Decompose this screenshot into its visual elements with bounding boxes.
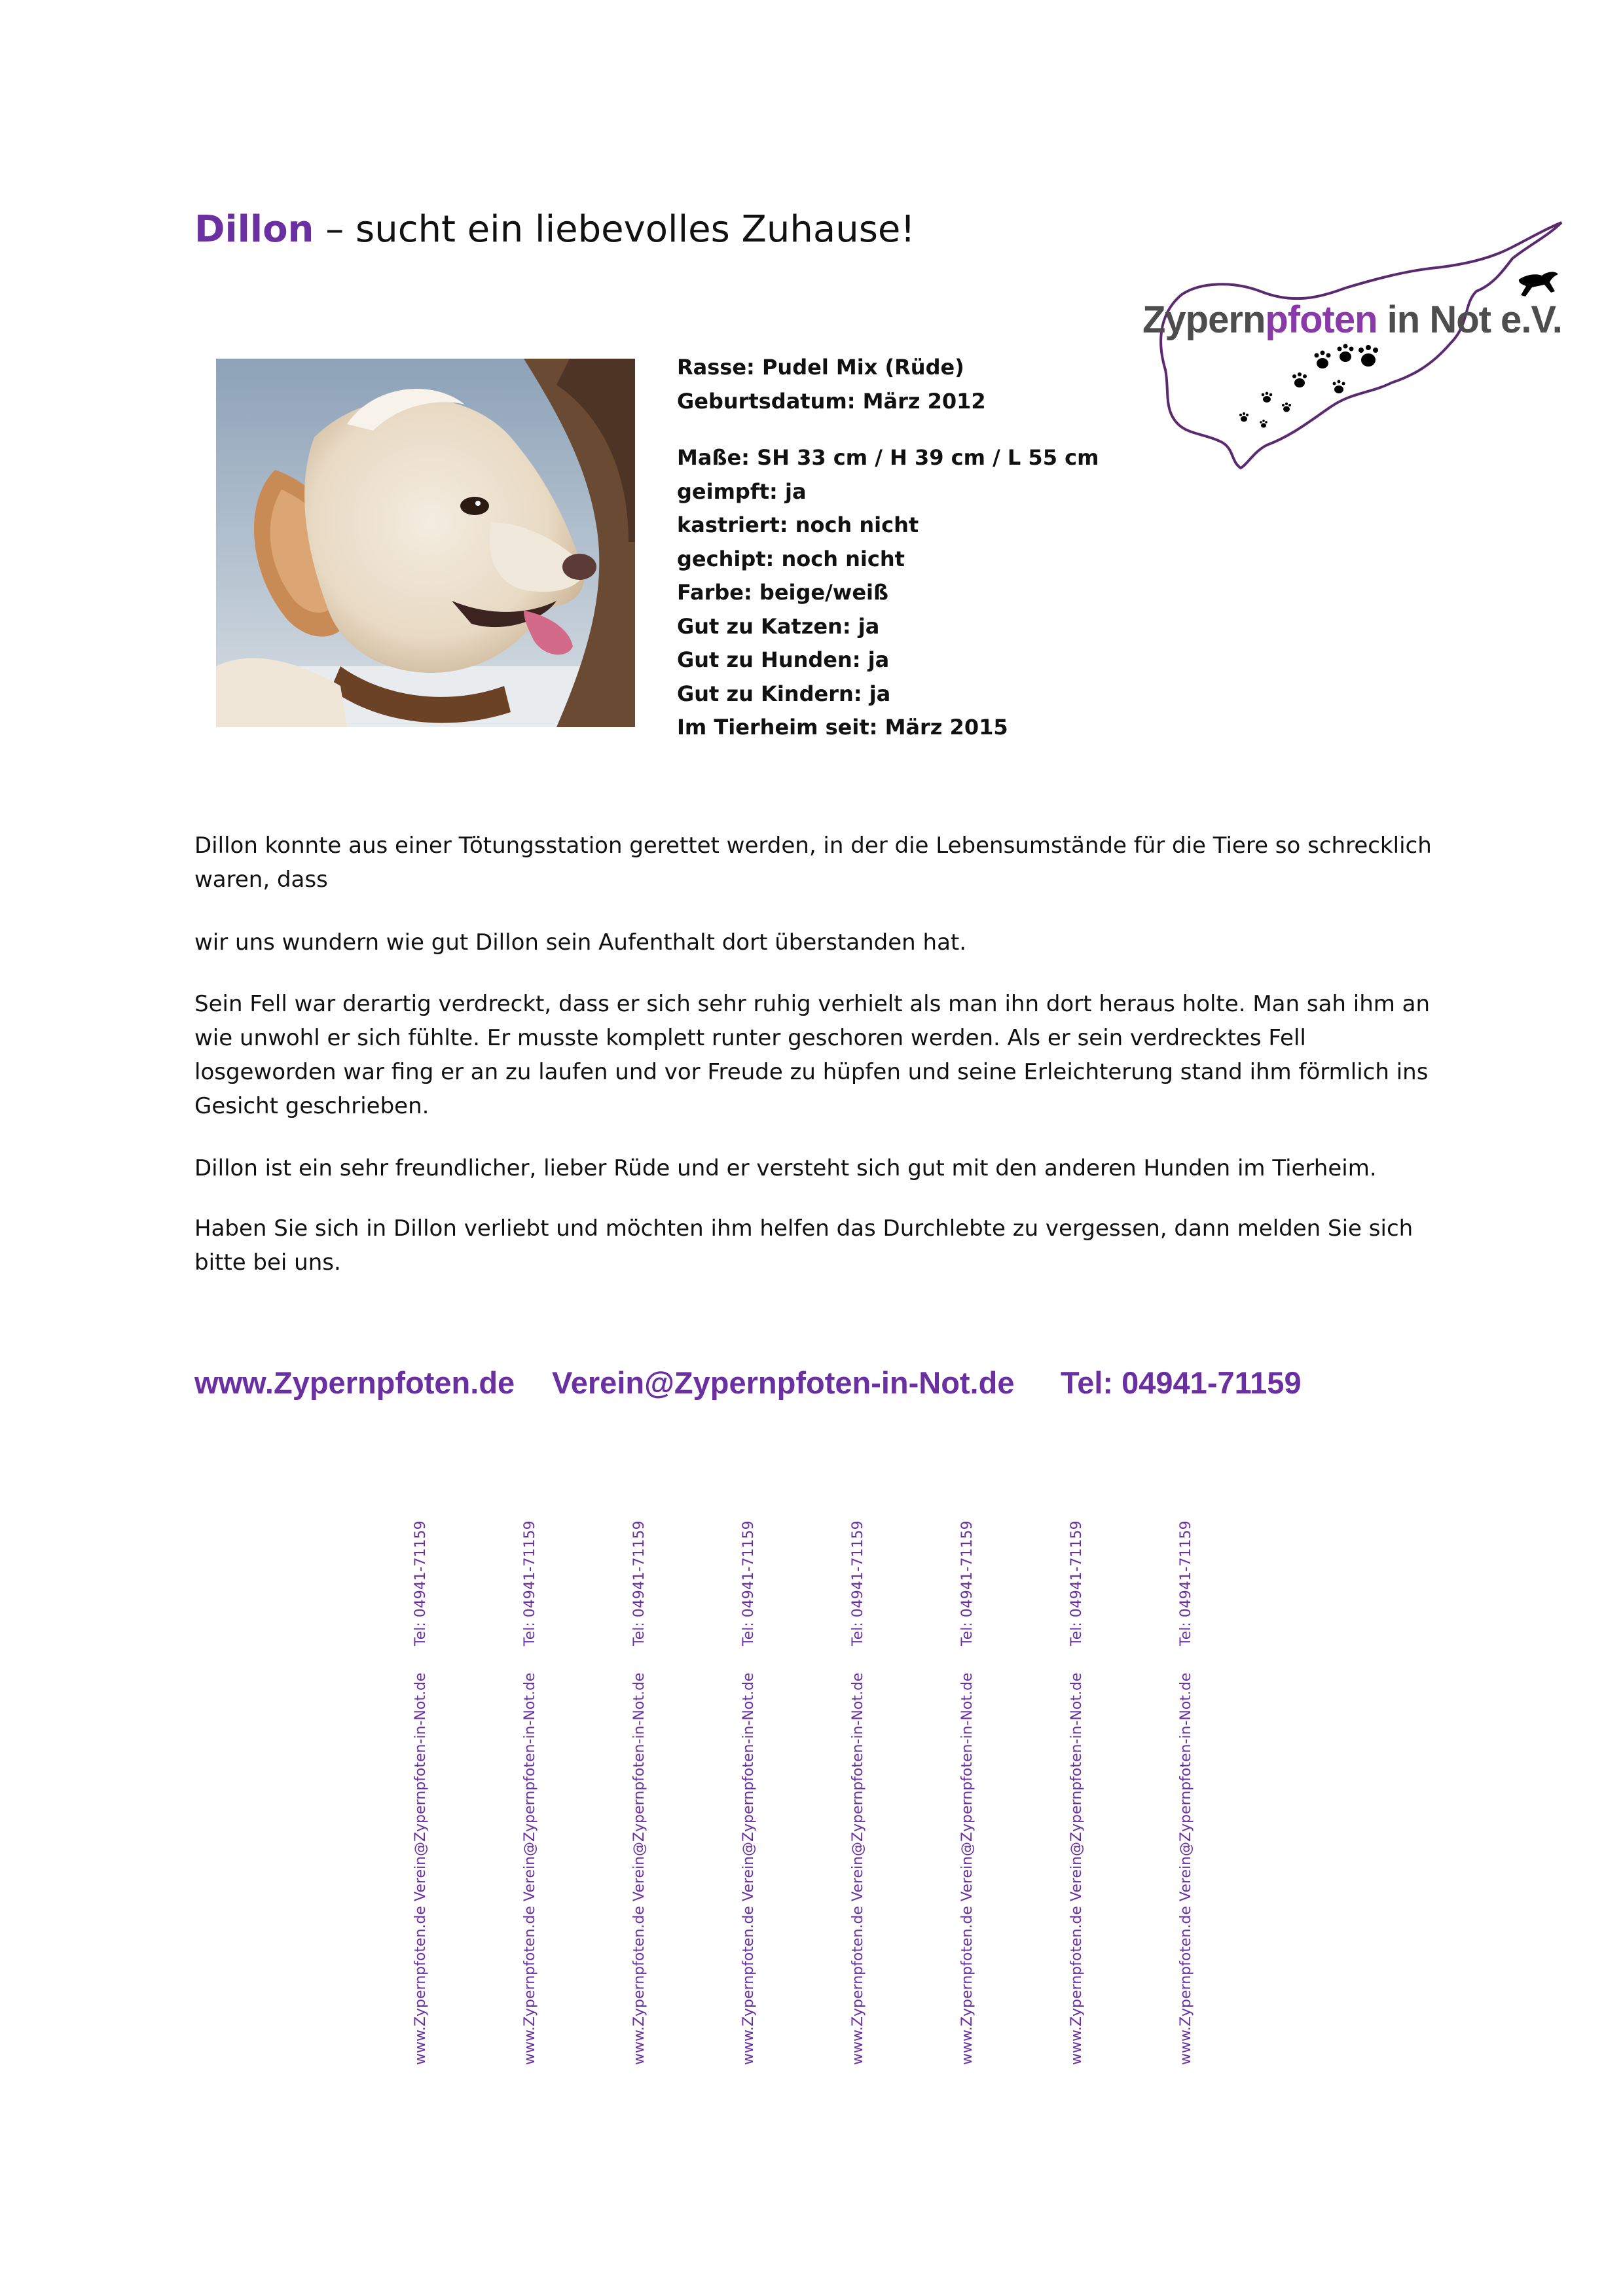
- tearoff-phone: Tel: 04941-71159: [1068, 1520, 1085, 1646]
- tearoff-strip[interactable]: [630, 1520, 656, 2065]
- paragraph: [194, 925, 1438, 960]
- paragraph: [194, 829, 1438, 897]
- logo-text: [1142, 298, 1562, 342]
- tearoff-strip[interactable]: [1176, 1520, 1203, 2065]
- title-subtitle: – sucht ein liebevolles Zuhause!: [314, 208, 915, 251]
- paragraph: [194, 987, 1438, 1123]
- fact-dogs: Gut zu Hunden: ja: [677, 647, 890, 672]
- paragraph-text: Sein Fell war derartig verdreckt, dass er sich sehr ruhig verhielt als man ihn dort heraus holte. Man sah ihm an wie unwohl er sich fühlte. Er musste komplett runter geschoren werden. Als er sein verdrecktes Fell losgeworden war fing er an zu laufen und vor Freude zu hüpfen und seine Erleichterung stand ihm förmlich ins Gesicht geschrieben.: [194, 991, 1431, 1119]
- tearoff-strip[interactable]: [958, 1520, 984, 2065]
- tearoff-strip[interactable]: [848, 1520, 875, 2065]
- tearoff-web: www.Zypernpfoten.de: [959, 1906, 976, 2065]
- tearoff-web: www.Zypernpfoten.de: [631, 1906, 647, 2065]
- tearoff-phone: Tel: 04941-71159: [631, 1520, 647, 1646]
- cyprus-map-logo: [1136, 219, 1568, 478]
- tearoff-web: www.Zypernpfoten.de: [412, 1906, 429, 2065]
- fact-breed: Rasse: Pudel Mix (Rüde): [677, 355, 964, 380]
- tearoff-strip[interactable]: [411, 1520, 437, 2065]
- tearoff-email: Verein@Zypernpfoten-in-Not.de: [412, 1672, 429, 1901]
- tearoff-strip[interactable]: [739, 1520, 765, 2065]
- fact-neutered: kastriert: noch nicht: [677, 512, 919, 537]
- tearoff-phone: Tel: 04941-71159: [959, 1520, 976, 1646]
- logo-text-in-not: in Not e.V.: [1377, 298, 1562, 341]
- tearoff-email: Verein@Zypernpfoten-in-Not.de: [850, 1672, 866, 1901]
- tearoff-web: www.Zypernpfoten.de: [1178, 1906, 1194, 2065]
- fact-birthdate: Geburtsdatum: März 2012: [677, 388, 986, 414]
- email-link[interactable]: Verein@Zypernpfoten-in-Not.de: [552, 1365, 1015, 1400]
- dog-photo: [216, 359, 635, 727]
- tearoff-strip[interactable]: [520, 1520, 547, 2065]
- tearoff-phone: Tel: 04941-71159: [522, 1520, 538, 1646]
- tearoff-email: Verein@Zypernpfoten-in-Not.de: [1068, 1672, 1085, 1901]
- logo-text-zypern: Zypern: [1142, 298, 1266, 341]
- dog-name: Dillon: [194, 208, 314, 251]
- facts-group-2: [677, 441, 1099, 745]
- tearoff-email: Verein@Zypernpfoten-in-Not.de: [959, 1672, 976, 1901]
- paragraph: [194, 1211, 1438, 1280]
- tearoff-email: Verein@Zypernpfoten-in-Not.de: [740, 1672, 757, 1901]
- tearoff-phone: Tel: 04941-71159: [740, 1520, 757, 1646]
- tearoff-email: Verein@Zypernpfoten-in-Not.de: [522, 1672, 538, 1901]
- tearoff-email: Verein@Zypernpfoten-in-Not.de: [1178, 1672, 1194, 1901]
- fact-kids: Gut zu Kindern: ja: [677, 681, 891, 706]
- organization-logo: [1136, 219, 1568, 478]
- phone-number: Tel: 04941-71159: [1061, 1365, 1302, 1400]
- tearoff-web: www.Zypernpfoten.de: [522, 1906, 538, 2065]
- logo-text-pfoten: pfoten: [1265, 298, 1377, 341]
- fact-color: Farbe: beige/weiß: [677, 580, 889, 605]
- tearoff-phone: Tel: 04941-71159: [850, 1520, 866, 1646]
- tearoff-web: www.Zypernpfoten.de: [1068, 1906, 1085, 2065]
- tearoff-phone: Tel: 04941-71159: [412, 1520, 429, 1646]
- tearoff-phone: Tel: 04941-71159: [1178, 1520, 1194, 1646]
- tearoff-email: Verein@Zypernpfoten-in-Not.de: [631, 1672, 647, 1901]
- paragraph-text: wir uns wundern wie gut Dillon sein Aufenthalt dort überstanden hat.: [194, 929, 967, 956]
- paragraph-text: Dillon ist ein sehr freundlicher, lieber Rüde und er versteht sich gut mit den anderen Hunden im Tierheim.: [194, 1155, 1377, 1181]
- facts-group-1: [677, 351, 986, 418]
- paragraph-text: Dillon konnte aus einer Tötungsstation gerettet werden, in der die Lebensumstände für die Tiere so schrecklich waren, dass: [194, 833, 1432, 893]
- paragraph-text: Haben Sie sich in Dillon verliebt und möchten ihm helfen das Durchlebte zu vergessen, dann melden Sie sich bitte bei uns.: [194, 1215, 1413, 1276]
- tearoff-web: www.Zypernpfoten.de: [740, 1906, 757, 2065]
- fact-vaccinated: geimpft: ja: [677, 478, 807, 504]
- tearoff-web: www.Zypernpfoten.de: [850, 1906, 866, 2065]
- website-link[interactable]: www.Zypernpfoten.de: [194, 1365, 515, 1400]
- tearoff-strip[interactable]: [1067, 1520, 1093, 2065]
- paragraph: [194, 1151, 1438, 1185]
- page-title: [194, 208, 915, 251]
- dog-photo-illustration: [216, 359, 635, 727]
- fact-shelter-since: Im Tierheim seit: März 2015: [677, 715, 1008, 740]
- fact-cats: Gut zu Katzen: ja: [677, 613, 880, 639]
- fact-chipped: gechipt: noch nicht: [677, 546, 905, 571]
- fact-measurements: Maße: SH 33 cm / H 39 cm / L 55 cm: [677, 445, 1099, 470]
